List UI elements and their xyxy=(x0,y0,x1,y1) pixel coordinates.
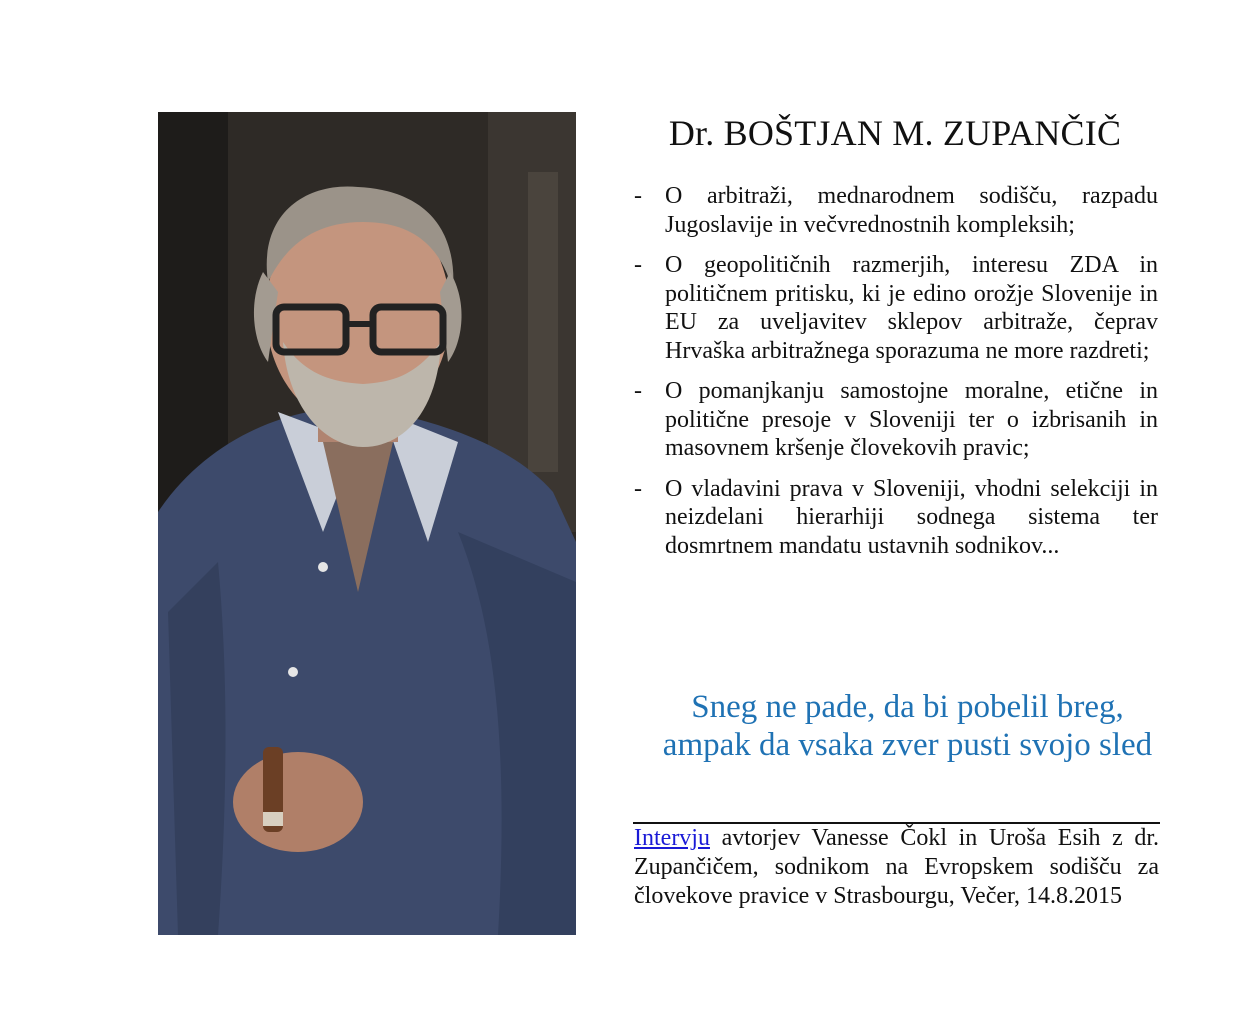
bullet-marker: - xyxy=(634,378,642,404)
portrait-photo xyxy=(158,112,576,935)
list-item xyxy=(632,182,1158,239)
list-item xyxy=(632,475,1158,561)
bullet-marker: - xyxy=(634,183,642,209)
bullet-marker: - xyxy=(634,475,642,502)
quote xyxy=(620,688,1195,764)
citation-text: avtorjev Vanesse Čokl in Uroša Esih z dr. Zupančičem, sodnikom na Evropskem sodišču za človekove pravice v Strasbourgu, Večer, 14.8.2015 xyxy=(634,825,1159,909)
list-item-text: O pomanjkanju samostojne moralne, etične in politične presoje v Sloveniji ter o izbrisanih in masovnem kršenje človekovih pravic; xyxy=(665,378,1158,461)
source-citation xyxy=(634,824,1159,911)
list-item xyxy=(632,377,1158,463)
interview-link[interactable]: Intervju xyxy=(634,825,710,851)
bullet-marker: - xyxy=(634,252,642,278)
quote-line-2: ampak da vsaka zver pusti svojo sled xyxy=(662,727,1153,763)
quote-line-1: Sneg ne pade, da bi pobelil breg, xyxy=(691,689,1124,725)
list-item-text: O arbitraži, mednarodnem sodišču, razpadu Jugoslavije in večvrednostnih kompleksih; xyxy=(665,183,1158,238)
list-item-text: O vladavini prava v Sloveniji, vhodni selekciji in neizdelani hierarhiji sodnega sistema ter dosmrtnem mandatu ustavnih sodnikov... xyxy=(665,475,1158,559)
topic-list xyxy=(632,182,1158,572)
list-item xyxy=(632,251,1158,365)
list-item-text: O geopolitičnih razmerjih, interesu ZDA in političnem pritisku, ki je edino orožje Slovenije in EU za uveljavitev sklepov arbitraže, čeprav Hrvaška arbitražnega sporazuma ne more razdreti; xyxy=(665,252,1158,364)
page-title: Dr. BOŠTJAN M. ZUPANČIČ xyxy=(668,113,1122,153)
